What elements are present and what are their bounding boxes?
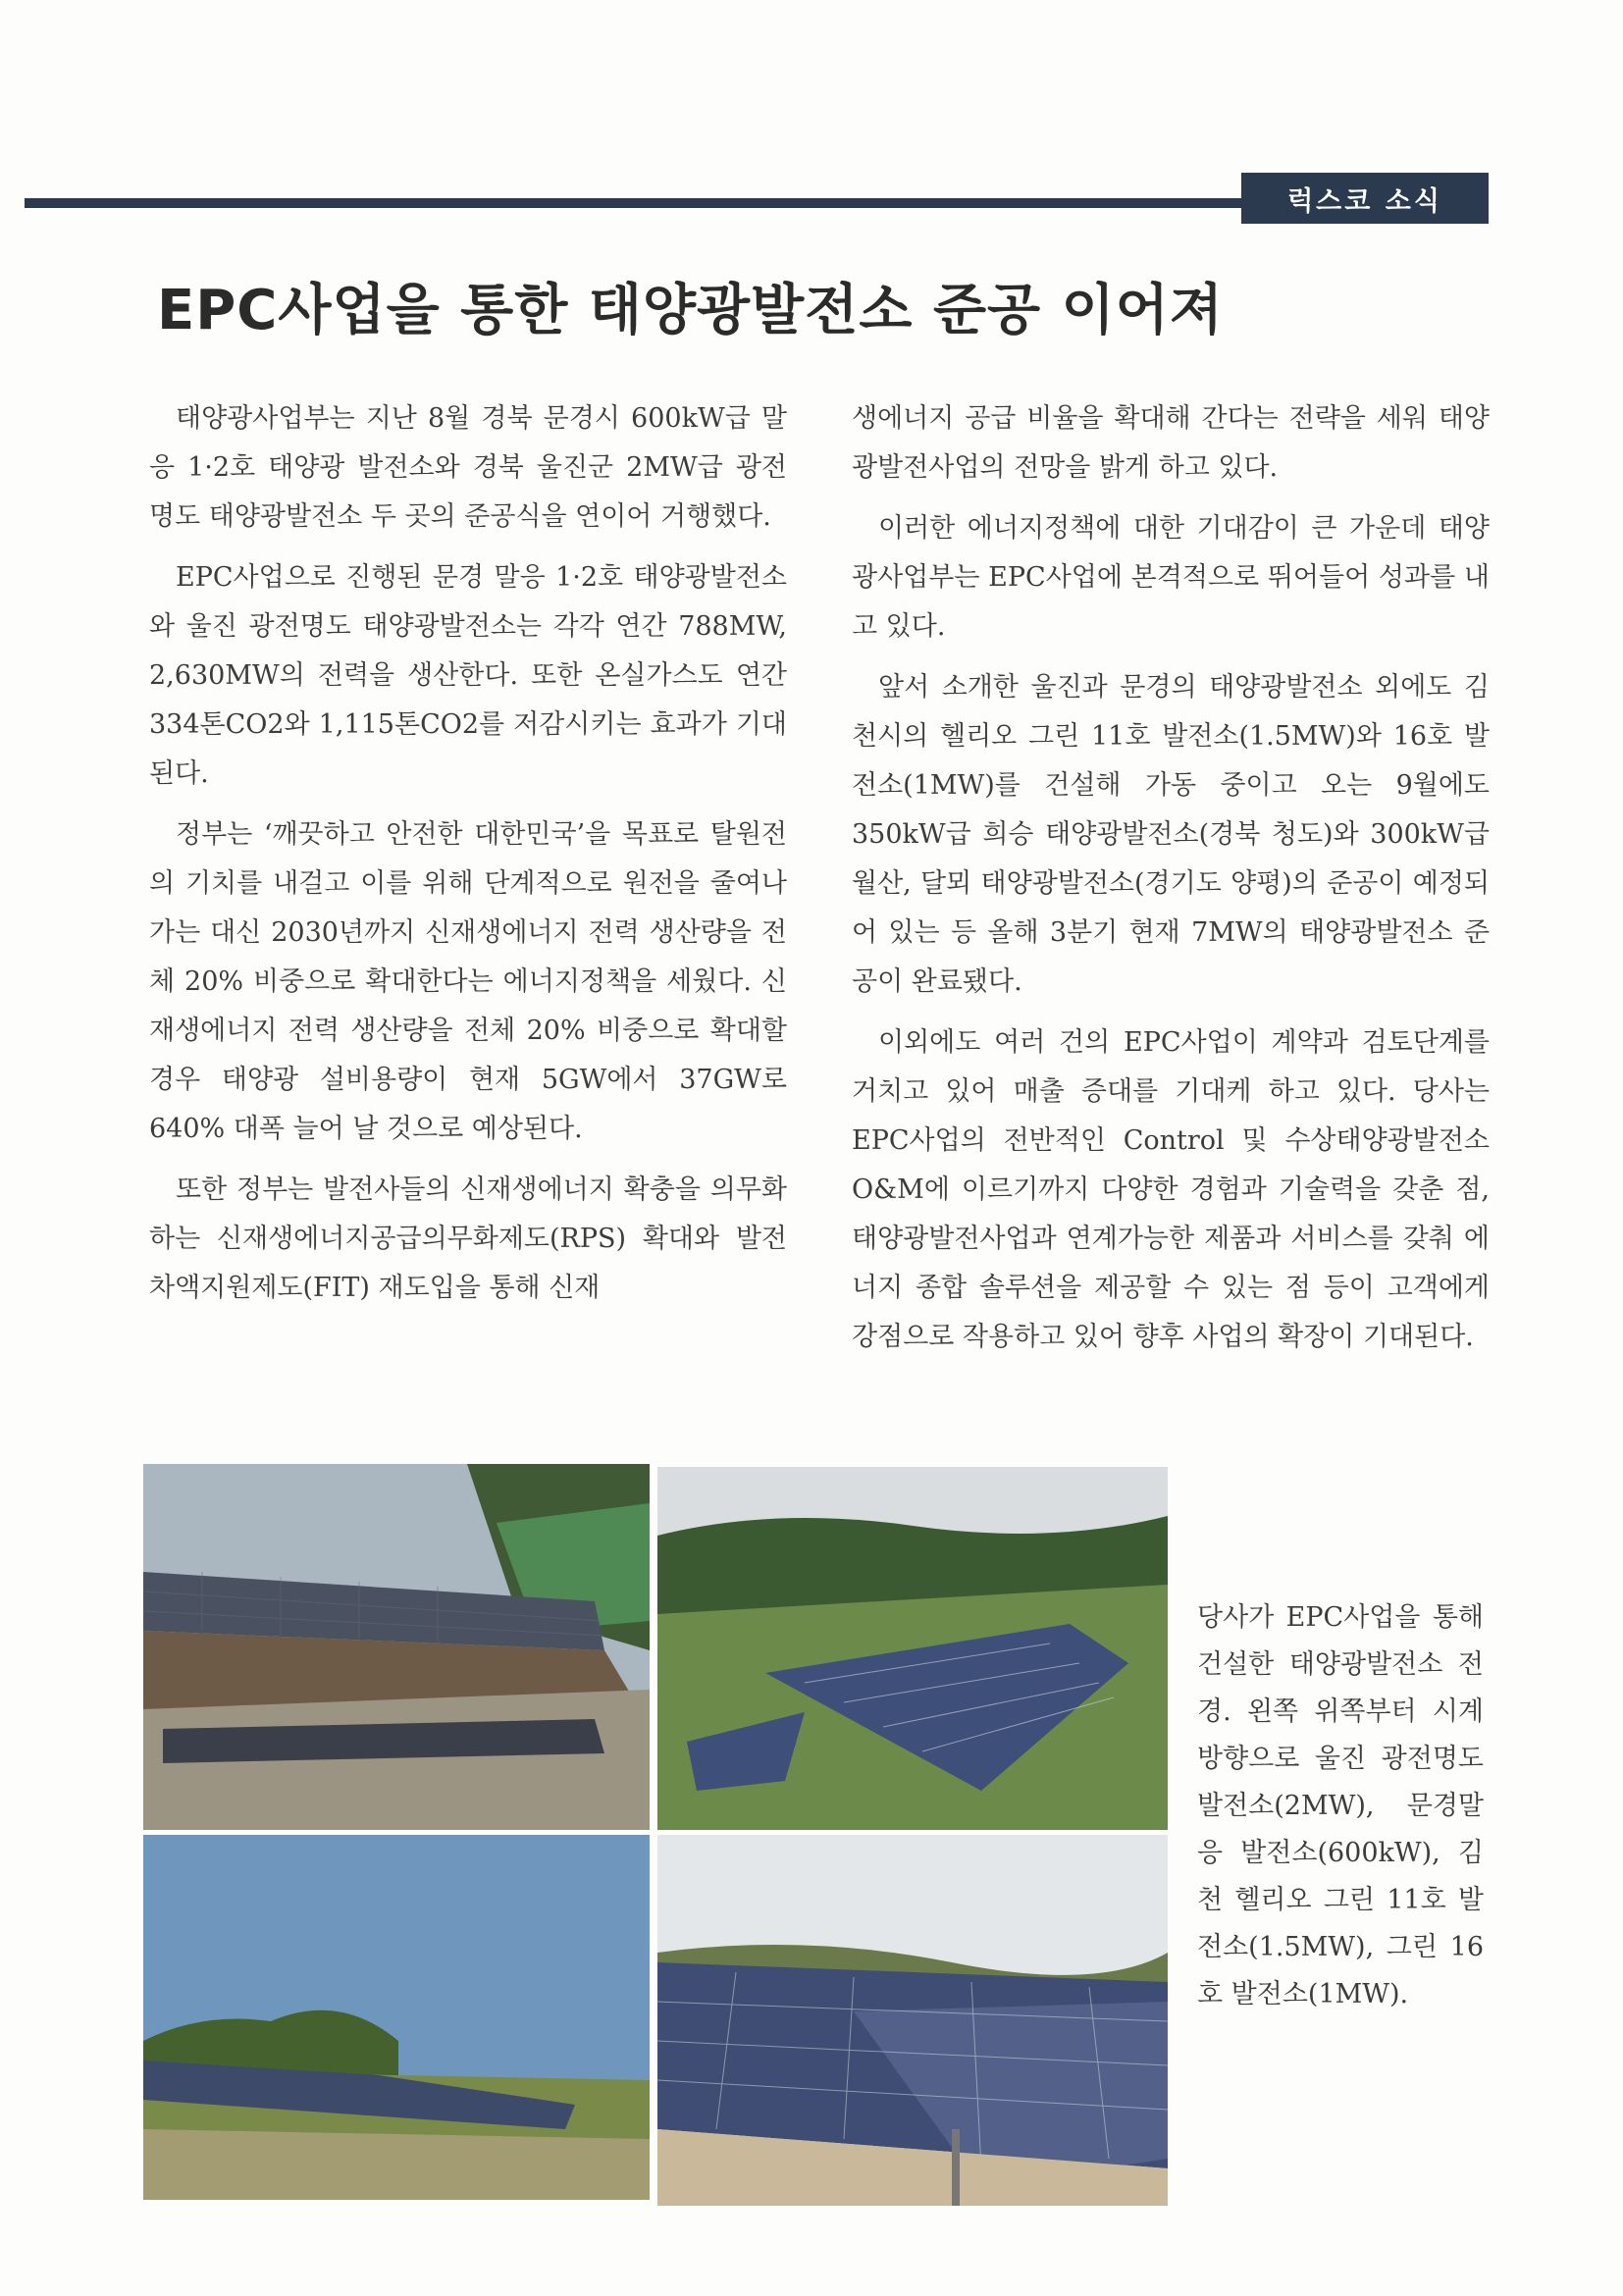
paragraph: 정부는 ‘깨끗하고 안전한 대한민국’을 목표로 탈원전의 기치를 내걸고 이를 위해 단계적으로 원전을 줄여나가는 대신 2030년까지 신재생에너지 전력 생산량을 전체 20% 비중으로 확대한다는 에너지정책을 세웠다. 신재생에너지 전력 생산량을 전체 20% 비중으로 확대할 경우 태양광 설비용량이 현재 5GW에서 37GW로 640% 대폭 늘어 날 것으로 예상된다. (149, 819, 787, 1144)
photo-green-11-plant (657, 1835, 1168, 2206)
section-label: 럭스코 소식 (1241, 173, 1489, 224)
paragraph: 태양광사업부는 지난 8월 경북 문경시 600kW급 말응 1·2호 태양광 발전소와 경북 울진군 2MW급 광전 명도 태양광발전소 두 곳의 준공식을 연이어 거행했다. (149, 403, 787, 532)
paragraph: 이외에도 여러 건의 EPC사업이 계약과 검토단계를 거치고 있어 매출 증대를 기대케 하고 있다. 당사는 EPC사업의 전반적인 Control 및 수상태양광발전소 O&M에 이르기까지 다양한 경험과 기술력을 갖춘 점, 태양광발전사업과 연계가능한 제품과 서비스를 갖춰 에너지 종합 솔루션을 제공할 수 있는 점 등이 고객에게 강점으로 작용하고 있어 향후 사업의 확장이 기대된다. (852, 1027, 1490, 1352)
paragraph: EPC사업으로 진행된 문경 말응 1·2호 태양광발전소와 울진 광전명도 태양광발전소는 각각 연간 788MW, 2,630MW의 전력을 생산한다. 또한 온실가스도 연간 334톤CO2와 1,115톤CO2를 저감시키는 효과가 기대된다. (149, 562, 787, 789)
paragraph: 이러한 에너지정책에 대한 기대감이 큰 가운데 태양광사업부는 EPC사업에 본격적으로 뛰어들어 성과를 내고 있다. (852, 513, 1490, 642)
photo-mungyeong-plant (657, 1467, 1168, 1830)
photo-caption: 당사가 EPC사업을 통해 건설한 태양광발전소 전경. 왼쪽 위쪽부터 시계 방향으로 울진 광전명도 발전소(2MW), 문경말응 발전소(600kW), 김천 헬리오 그린 11호 발전소(1.5MW), 그린 16호 발전소(1MW). (1197, 1602, 1484, 2009)
article-left-column (149, 394, 787, 1325)
article-right-column (852, 394, 1490, 1374)
paragraph: 또한 정부는 발전사들의 신재생에너지 확충을 의무화하는 신재생에너지공급의무화제도(RPS) 확대와 발전차액지원제도(FIT) 재도입을 통해 신재 (149, 1174, 787, 1303)
paragraph: 앞서 소개한 울진과 문경의 태양광발전소 외에도 김천시의 헬리오 그린 11호 발전소(1.5MW)와 16호 발전소(1MW)를 건설해 가동 중이고 오는 9월에도 350kW급 희승 태양광발전소(경북 청도)와 300kW급 월산, 달뫼 태양광발전소(경기도 양평)의 준공이 예정되어 있는 등 올해 3분기 현재 7MW의 태양광발전소 준공이 완료됐다. (852, 672, 1490, 997)
header-rule (25, 198, 1241, 208)
article-title: EPC사업을 통한 태양광발전소 준공 이어져 (157, 279, 1224, 342)
photo-uljin-plant (143, 1464, 650, 1830)
paragraph: 생에너지 공급 비율을 확대해 간다는 전략을 세워 태양광발전사업의 전망을 밝게 하고 있다. (852, 403, 1490, 483)
photo-green-16-plant (143, 1835, 650, 2200)
